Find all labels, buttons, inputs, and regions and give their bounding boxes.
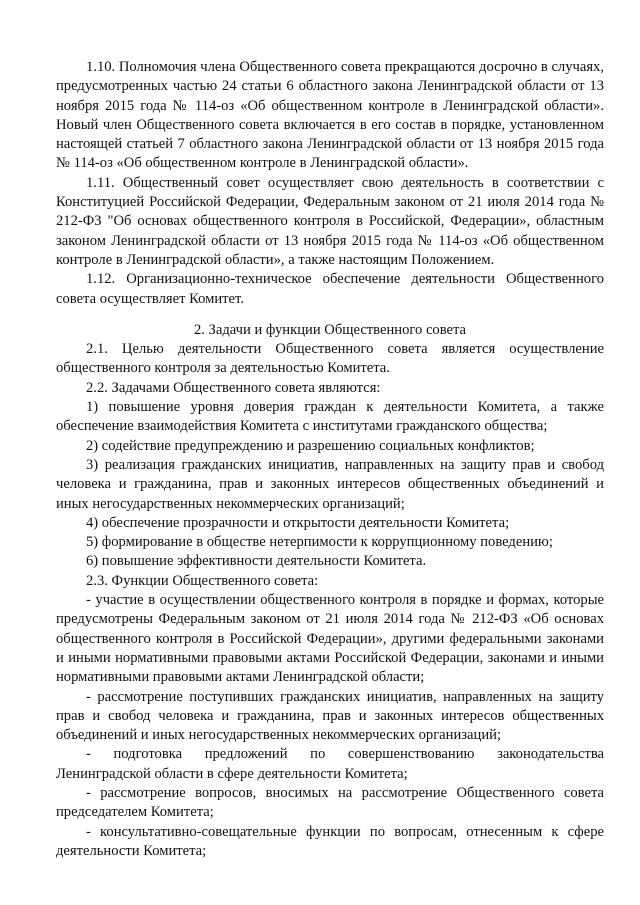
list-item: - подготовка предложений по совершенствованию законодательства Ленинградской области в сфере деятельности Комитета; bbox=[56, 746, 604, 782]
paragraph-1-11: 1.11. Общественный совет осуществляет свою деятельность в соответствии с Конституцией Российской Федерации, Федеральным законом от 21 июля 2014 года № 212-ФЗ "Об основах общественного контроля в Российской, Федерации», областным законом Ленинградской области от 13 ноября 2015 года № 114-оз «Об общественном контроле в Ленинградской области», а также настоящим Положением. bbox=[56, 174, 604, 268]
list-item: 3) реализация гражданских инициатив, направленных на защиту прав и свобод человека и гражданина, прав и законных интересов общественных объединений и иных негосударственных некоммерческих организаций; bbox=[56, 456, 604, 512]
list-item: 4) обеспечение прозрачности и открытости деятельности Комитета; bbox=[86, 514, 510, 531]
list-item: 5) формирование в обществе нетерпимости к коррупционному поведению; bbox=[86, 534, 553, 551]
paragraph-2-3: 2.3. Функции Общественного совета: bbox=[86, 572, 319, 589]
list-item: - рассмотрение поступивших гражданских инициатив, направленных на защиту прав и свобод человека и гражданина, прав и законных интересов общественных объединений и иных негосударственных некоммерческих организаций; bbox=[56, 688, 604, 744]
list-item: - рассмотрение вопросов, вносимых на рассмотрение Общественного совета председателем Комитета; bbox=[56, 784, 604, 821]
section-2-heading: 2. Задачи и функции Общественного совета bbox=[193, 321, 467, 338]
paragraph-1-12: 1.12. Организационно-техническое обеспечение деятельности Общественного совета осуществляет Комитет. bbox=[56, 271, 604, 307]
list-item: - консультативно-совещательные функции по вопросам, отнесенным к сфере деятельности Комитета; bbox=[56, 823, 604, 859]
list-item: 1) повышение уровня доверия граждан к деятельности Комитета, а также обеспечение взаимодействия Комитета с институтами гражданского общества; bbox=[56, 399, 604, 435]
paragraph-2-2: 2.2. Задачами Общественного совета являются: bbox=[86, 379, 381, 396]
paragraph-2-1: 2.1. Целью деятельности Общественного совета является осуществление общественного контроля за деятельностью Комитета. bbox=[56, 341, 604, 377]
list-item: - участие в осуществлении общественного контроля в порядке и формах, которые предусмотрены Федеральным законом от 21 июля 2014 года № 212-ФЗ «Об основах общественного контроля в Российской Федерации», другими федеральными законами и иными нормативными правовыми актами Российской Федерации, законами и иными нормативными правовыми актами Ленинградской области; bbox=[56, 592, 604, 686]
functions-list bbox=[56, 591, 604, 861]
list-item: 6) повышение эффективности деятельности Комитета. bbox=[86, 553, 427, 570]
paragraph-1-10: 1.10. Полномочия члена Общественного совета прекращаются досрочно в случаях, предусмотренных частью 24 статьи 6 областного закона Ленинградской области от 13 ноября 2015 года № 114-оз «Об общественном контроле в Ленинградской области». Новый член Общественного совета включается в его состав в порядке, установленном настоящей статьей 7 областного закона Ленинградской области от 13 ноября 2015 года № 114-оз «Об общественном контроле в Ленинградской области». bbox=[56, 59, 604, 172]
tasks-list bbox=[56, 398, 604, 572]
list-item: 2) содействие предупреждению и разрешению социальных конфликтов; bbox=[86, 437, 535, 454]
